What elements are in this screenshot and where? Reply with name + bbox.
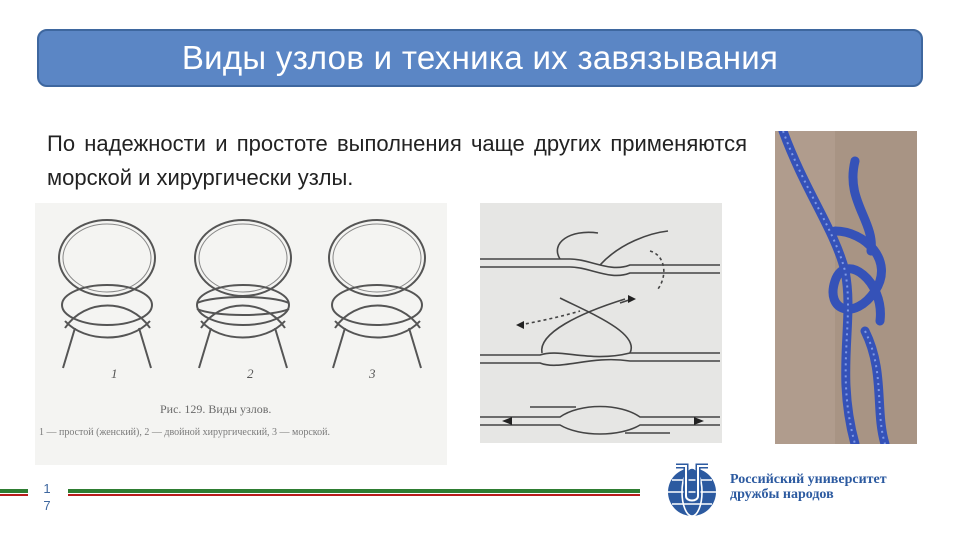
- page-number: [40, 480, 54, 514]
- page-number-digit-2: 7: [43, 498, 51, 513]
- body-paragraph: По надежности и простоте выполнения чаще других применяются морской и хирургически узлы.: [47, 131, 747, 190]
- slide-title: Виды узлов и техника их завязывания: [181, 39, 779, 76]
- rope-knot-drawing: [775, 131, 917, 444]
- knot-types-figure: [35, 203, 447, 465]
- footer-stripe-red: [68, 494, 640, 496]
- knot-label-3: 3: [369, 366, 376, 381]
- university-logo: [662, 462, 942, 518]
- knot-types-drawing: [35, 203, 447, 465]
- logo-line-2: дружбы народов: [730, 487, 834, 502]
- logo-line-1: Российский университет: [730, 472, 887, 487]
- figure-caption: Рис. 129. Виды узлов.: [160, 402, 272, 416]
- globe-logo-icon: [662, 462, 722, 518]
- title-banner: [37, 29, 923, 87]
- figure-legend: 1 — простой (женский), 2 — двойной хирургический, 3 — морской.: [39, 427, 331, 438]
- footer-stripe-left-green: [0, 489, 28, 493]
- knot-label-2: 2: [247, 366, 254, 381]
- tying-technique-figure: [480, 203, 722, 443]
- page-number-digit-1: 1: [43, 481, 51, 496]
- footer-stripe-left-red: [0, 494, 28, 496]
- knot-label-1: 1: [111, 366, 118, 381]
- footer-stripe-green: [68, 489, 640, 493]
- tying-technique-drawing: [480, 203, 722, 443]
- rope-knot-photo: [775, 131, 917, 444]
